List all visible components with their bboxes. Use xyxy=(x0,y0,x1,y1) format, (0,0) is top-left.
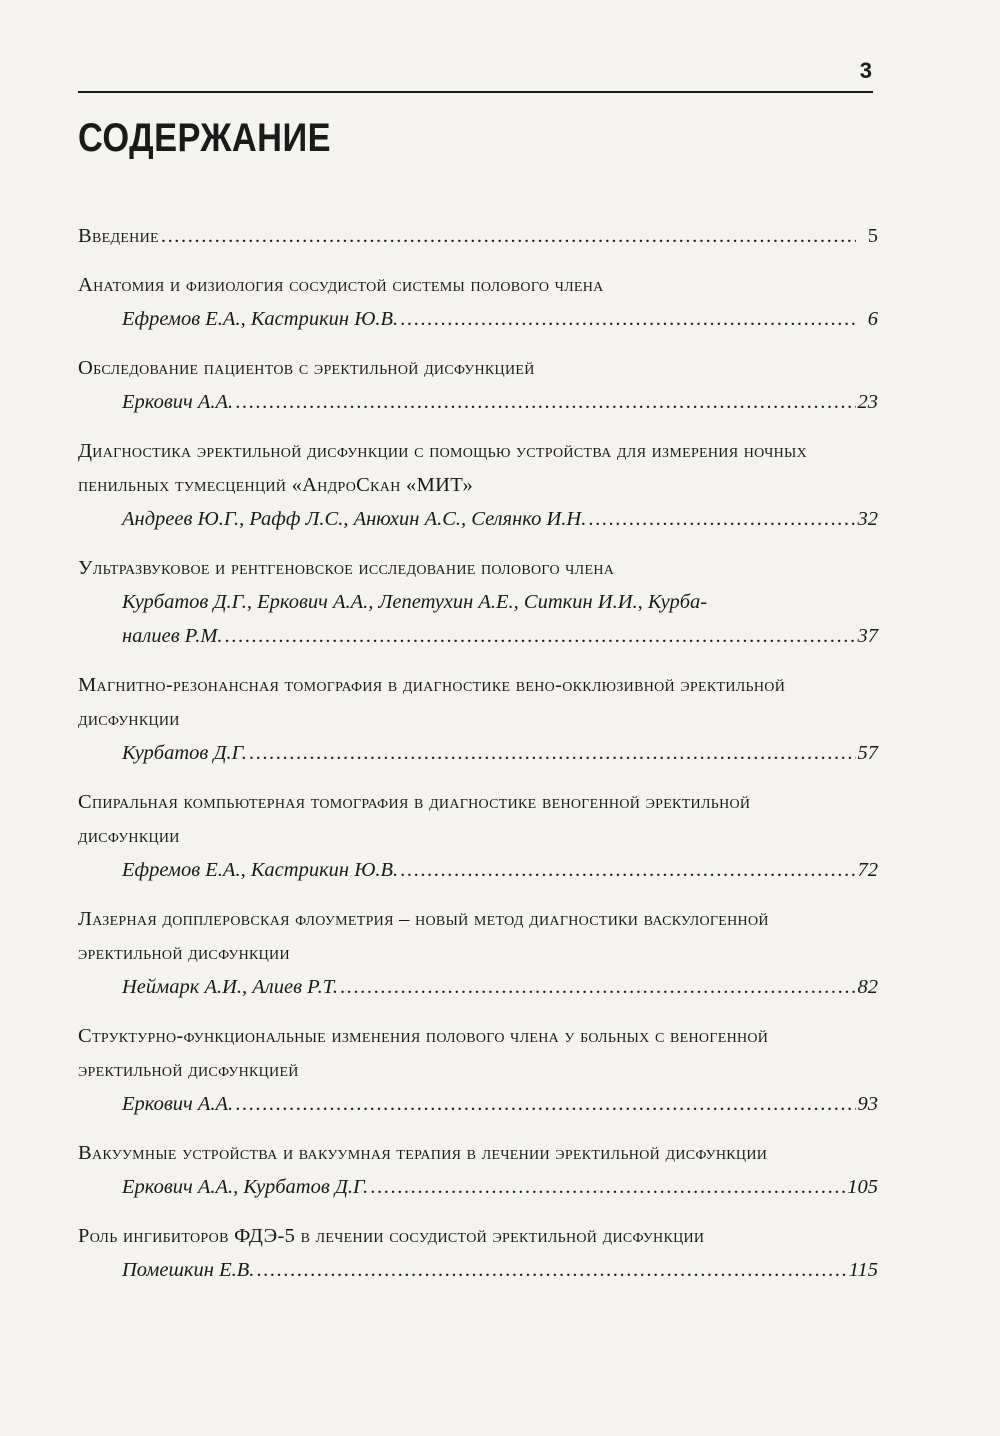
dot-leader xyxy=(370,1170,845,1204)
dot-leader xyxy=(249,736,856,770)
toc-page-number: 105 xyxy=(847,1176,878,1198)
toc-entry-authors: Неймарк А.И., Алиев Р.Т. xyxy=(122,976,338,998)
dot-leader xyxy=(588,502,855,536)
toc-page-number: 115 xyxy=(848,1259,878,1281)
toc-entry[interactable] xyxy=(78,1219,878,1287)
toc-line xyxy=(78,302,878,336)
toc-line xyxy=(78,1253,878,1287)
toc-page-number: 32 xyxy=(857,508,878,530)
toc-entry[interactable] xyxy=(78,551,878,653)
dot-leader xyxy=(400,302,856,336)
toc-entry-authors: Еркович А.А. xyxy=(122,1093,234,1115)
toc-page-number: 5 xyxy=(867,225,878,247)
toc-entry-title: Анатомия и физиология сосудистой системы полового члена xyxy=(78,274,604,296)
toc-entry-introduction[interactable] xyxy=(78,219,878,253)
toc-entry-title: Спиральная компьютерная томография в диагностике веногенной эректильной дисфункции xyxy=(78,791,751,847)
toc-entry-title: Структурно-функциональные изменения полового члена у больных с веногенной эректильной дисфункцией xyxy=(78,1025,769,1081)
page-title: СОДЕРЖАНИЕ xyxy=(78,116,331,160)
toc-entry-title: Диагностика эректильной дисфункции с помощью устройства для измерения ночных пенильных тумесценций «АндроСкан «МИТ» xyxy=(78,440,807,496)
toc-line xyxy=(78,385,878,419)
toc-entry[interactable] xyxy=(78,1019,878,1121)
toc-entry[interactable] xyxy=(78,785,878,887)
toc-page-number: 37 xyxy=(857,625,878,647)
toc-line xyxy=(78,853,878,887)
toc-line xyxy=(122,619,878,653)
toc-entry-title: Роль ингибиторов ФДЭ-5 в лечении сосудистой эректильной дисфункции xyxy=(78,1225,705,1247)
toc-entry-authors-block xyxy=(78,585,878,653)
toc-line xyxy=(78,1170,878,1204)
toc-entry-title: Введение xyxy=(78,225,159,247)
toc-page-number: 93 xyxy=(857,1093,878,1115)
toc-entry[interactable] xyxy=(78,668,878,770)
toc-entry[interactable] xyxy=(78,1136,878,1204)
dot-leader xyxy=(225,619,856,653)
toc-line xyxy=(78,736,878,770)
toc-entry-authors: Еркович А.А. xyxy=(122,391,234,413)
toc-page-number: 82 xyxy=(857,976,878,998)
toc-page-number: 6 xyxy=(867,308,878,330)
dot-leader xyxy=(161,219,856,253)
toc-line xyxy=(78,219,878,253)
toc-entry[interactable] xyxy=(78,434,878,536)
toc-entry-title: Ультразвуковое и рентгеновское исследование полового члена xyxy=(78,557,615,579)
toc-entry-authors: Андреев Ю.Г., Рафф Л.С., Анюхин А.С., Селянко И.Н. xyxy=(122,508,587,530)
toc-line xyxy=(78,1087,878,1121)
dot-leader xyxy=(235,1087,855,1121)
toc-line xyxy=(78,970,878,1004)
dot-leader xyxy=(235,385,855,419)
toc-page-number: 57 xyxy=(857,742,878,764)
toc-entry-authors: Ефремов Е.А., Кастрикин Ю.В. xyxy=(122,859,399,881)
toc-entry-title: Магнитно-резонансная томография в диагностике вено-окклюзивной эректильной дисфункции xyxy=(78,674,786,730)
toc-entry-authors: Еркович А.А., Курбатов Д.Г. xyxy=(122,1176,369,1198)
dot-leader xyxy=(400,853,855,887)
toc-entry[interactable] xyxy=(78,902,878,1004)
toc-entry-title: Обследование пациентов с эректильной дисфункцией xyxy=(78,357,535,379)
toc-page-number: 72 xyxy=(857,859,878,881)
toc-entry[interactable] xyxy=(78,268,878,336)
toc-entry-title: Лазерная допплеровская флоуметрия – новый метод диагностики васкулогенной эректильной дисфункции xyxy=(78,908,769,964)
toc-page-number: 23 xyxy=(857,391,878,413)
page-number: 3 xyxy=(859,58,872,83)
toc-entry-authors: Помешкин Е.В. xyxy=(122,1259,255,1281)
table-of-contents xyxy=(78,219,878,1302)
dot-leader xyxy=(256,1253,846,1287)
toc-entry-authors: Курбатов Д.Г., Еркович А.А., Лепетухин А.Е., Ситкин И.И., Курба- xyxy=(122,591,708,613)
dot-leader xyxy=(340,970,856,1004)
toc-entry-title: Вакуумные устройства и вакуумная терапия в лечении эректильной дисфункции xyxy=(78,1142,768,1164)
toc-entry-authors: Ефремов Е.А., Кастрикин Ю.В. xyxy=(122,308,399,330)
header-rule xyxy=(78,91,873,93)
toc-entry-authors-continued: налиев Р.М. xyxy=(122,625,223,647)
toc-entry[interactable] xyxy=(78,351,878,419)
toc-entry-authors: Курбатов Д.Г. xyxy=(122,742,247,764)
toc-line xyxy=(78,502,878,536)
